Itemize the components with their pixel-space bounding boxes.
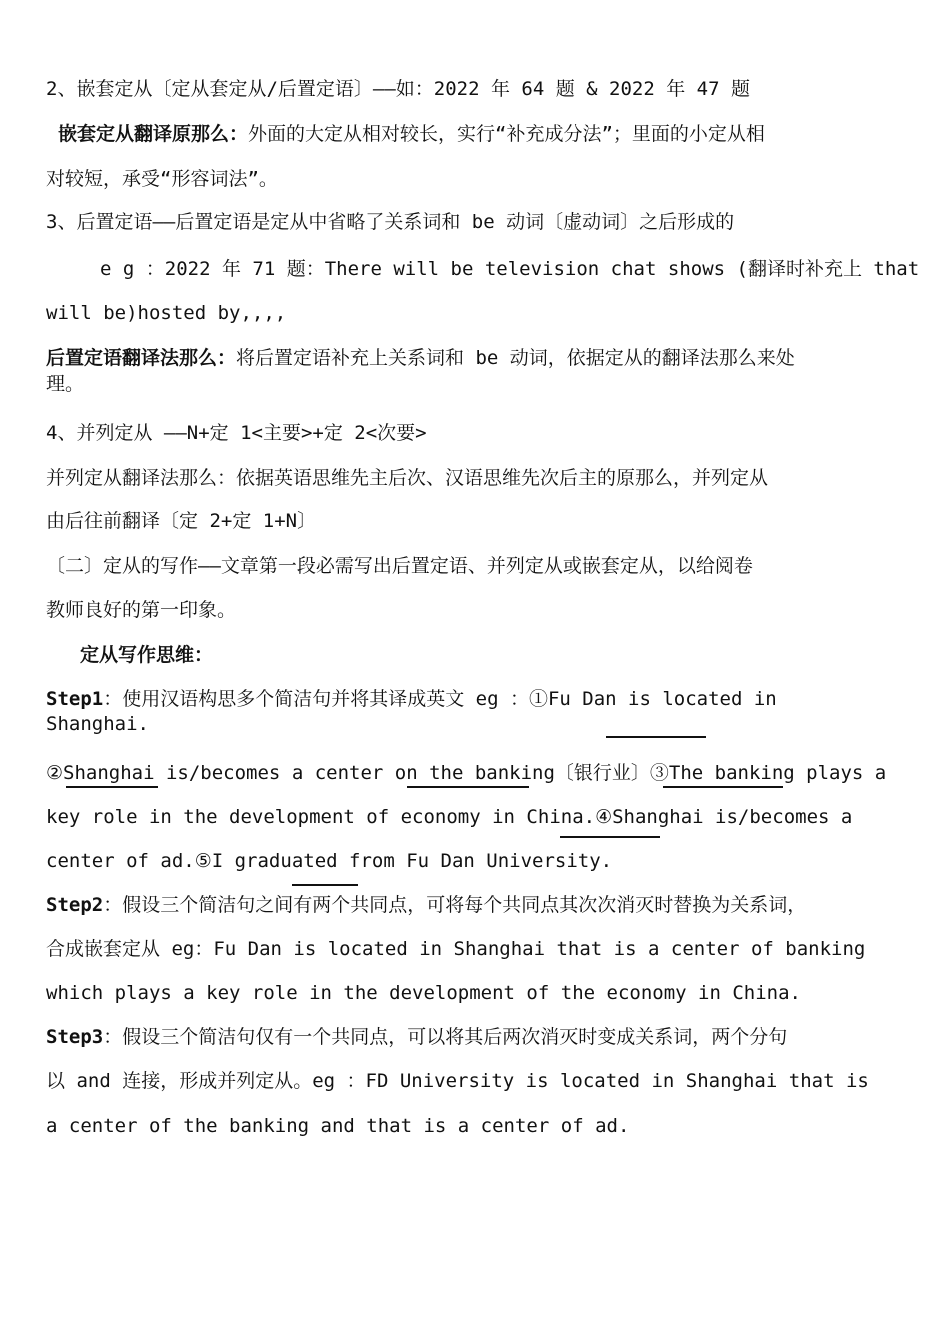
step3-label: Step3 (46, 1026, 104, 1048)
underline-china (560, 836, 660, 838)
step2-label: Step2 (46, 894, 104, 916)
underline-1 (606, 736, 706, 738)
heading-postpositive-attribute: 3、后置定语——后置定语是定从中省略了关系词和 be 动词〔虚动词〕之后形成的 (46, 211, 735, 233)
clause-writing-cont: 教师良好的第一印象。 (46, 599, 237, 621)
writing-thinking-title: 定从写作思维： (80, 644, 214, 666)
example-sentence-2: ②Shanghai is/becomes a center on the banking〔银行业〕③The banking plays a (46, 762, 887, 784)
heading-clause-writing: 〔二〕定从的写作——文章第一段必需写出后置定语、并列定从或嵌套定从，以给阅卷 (46, 555, 753, 577)
step3-text: ：假设三个简洁句仅有一个共同点，可以将其后两次消灭时变成关系词，两个分句 (103, 1026, 788, 1048)
underline-banking (407, 786, 529, 788)
step3-example: 以 and 连接，形成并列定从。eg ：FD University is located in Shanghai that is (46, 1070, 869, 1092)
nested-clause-rule-cont: 对较短，承受“形容词法”。 (46, 168, 278, 190)
coordinate-rule-cont: 由后往前翻译〔定 2+定 1+N〕 (46, 510, 317, 532)
underline-shanghai (66, 786, 158, 788)
underline-the-banking (663, 786, 783, 788)
nested-clause-rule (58, 121, 916, 147)
step1-text: ：使用汉语构思多个简洁句并将其译成英文 eg ：①Fu Dan is located in (103, 688, 777, 710)
step2-example-cont: which plays a key role in the development of the economy in China. (46, 982, 801, 1004)
postpositive-rule-cont: 理。 (46, 373, 85, 395)
postpositive-example-cont: will be)hosted by,,,, (46, 302, 287, 324)
postpositive-rule-text: 将后置定语补充上关系词和 be 动词，依据定从的翻译法那么来处 (236, 347, 795, 369)
postpositive-example: e g ：2022 年 71 题：There will be television chat shows (翻译时补充上 that (100, 258, 920, 280)
example-sentence-3: key role in the development of economy in China.④Shanghai is/becomes a (46, 806, 853, 828)
step1-cont: Shanghai. (46, 713, 149, 735)
coordinate-rule: 并列定从翻译法那么：依据英语思维先主后次、汉语思维先次后主的原那么，并列定从 (46, 467, 769, 489)
step2-line (46, 892, 916, 918)
step3-example-cont: a center of the banking and that is a center of ad. (46, 1115, 630, 1137)
step3-line (46, 1024, 916, 1050)
step1-line (46, 686, 916, 712)
underline-graduated (292, 884, 358, 886)
nested-clause-rule-title: 嵌套定从翻译原那么： (58, 123, 249, 145)
step1-label: Step1 (46, 688, 104, 710)
postpositive-rule (46, 345, 916, 371)
heading-coordinate-clause: 4、并列定从 ——N+定 1<主要>+定 2<次要> (46, 422, 427, 444)
heading-nested-clause: 2、嵌套定从〔定从套定从/后置定语〕——如：2022 年 64 题 & 2022 年 47 题 (46, 78, 750, 100)
postpositive-rule-title: 后置定语翻译法那么： (46, 347, 237, 369)
nested-clause-rule-text: 外面的大定从相对较长，实行“补充成分法”；里面的小定从相 (248, 123, 765, 145)
step2-example: 合成嵌套定从 eg：Fu Dan is located in Shanghai that is a center of banking (46, 938, 866, 960)
step2-text: ：假设三个简洁句之间有两个共同点，可将每个共同点其次次消灭时替换为关系词， (103, 894, 807, 916)
example-sentence-4: center of ad.⑤I graduated from Fu Dan University. (46, 850, 613, 872)
